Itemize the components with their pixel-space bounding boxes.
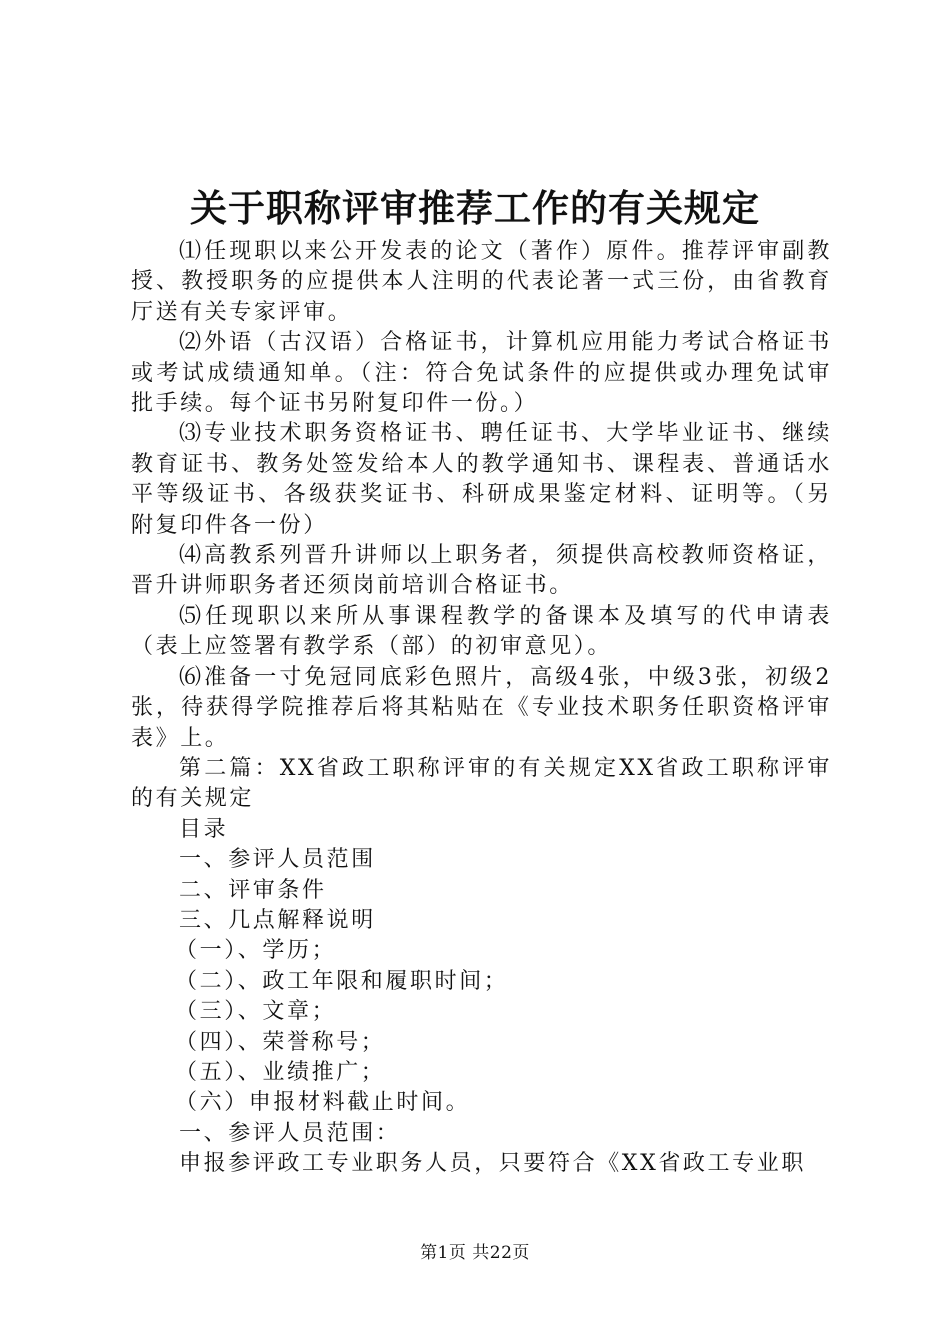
toc-section-3: 三、几点解释说明 [179, 907, 376, 933]
paragraph-3: ⑶专业技术职务资格证书、聘任证书、大学毕业证书、继续教育证书、教务处签发给本人的教学通知书、课程表、普通话水平等级证书、各级获奖证书、科研成果鉴定材料、证明等。（另附复印件各一份） [131, 421, 832, 538]
toc-item-1: （一）、学历； [175, 938, 337, 964]
last-paragraph: 申报参评政工专业职务人员，只要符合《XX省政工专业职 [179, 1151, 806, 1177]
toc-item-2: （二）、政工年限和履职时间； [175, 968, 509, 994]
document-body [131, 237, 832, 1180]
paragraph-4: ⑷高教系列晋升讲师以上职务者，须提供高校教师资格证，晋升讲师职务者还须岗前培训合格证书。 [131, 543, 832, 599]
toc-item-5: （五）、业绩推广； [175, 1059, 386, 1085]
toc-heading: 目录 [179, 816, 229, 842]
paragraph-2: ⑵外语（古汉语）合格证书，计算机应用能力考试合格证书或考试成绩通知单。（注：符合免试条件的应提供或办理免试审批手续。每个证书另附复印件一份。） [131, 330, 832, 417]
chapter-two-heading: 第二篇：XX省政工职称评审的有关规定XX省政工职称评审的有关规定 [131, 755, 832, 812]
toc-section-2: 二、评审条件 [179, 877, 327, 903]
page-number-footer: 第1页 共22页 [420, 1243, 530, 1263]
toc-item-3: （三）、文章； [175, 999, 337, 1025]
document-title: 关于职称评审推荐工作的有关规定 [190, 186, 760, 230]
section-heading: 一、参评人员范围： [179, 1120, 401, 1146]
toc-section-1: 一、参评人员范围 [179, 847, 376, 873]
paragraph-1: ⑴任现职以来公开发表的论文（著作）原件。推荐评审副教授、教授职务的应提供本人注明的代表论著一式三份，由省教育厅送有关专家评审。 [131, 239, 832, 325]
paragraph-6: ⑹准备一寸免冠同底彩色照片，高级4张，中级3张，初级2张，待获得学院推荐后将其粘贴在《专业技术职务任职资格评审表》上。 [131, 664, 832, 751]
toc-item-4: （四）、荣誉称号； [175, 1029, 386, 1055]
paragraph-5: ⑸任现职以来所从事课程教学的备课本及填写的代申请表（表上应签署有教学系（部）的初审意见）。 [131, 603, 832, 660]
toc-item-6: （六）申报材料截止时间。 [175, 1090, 471, 1116]
